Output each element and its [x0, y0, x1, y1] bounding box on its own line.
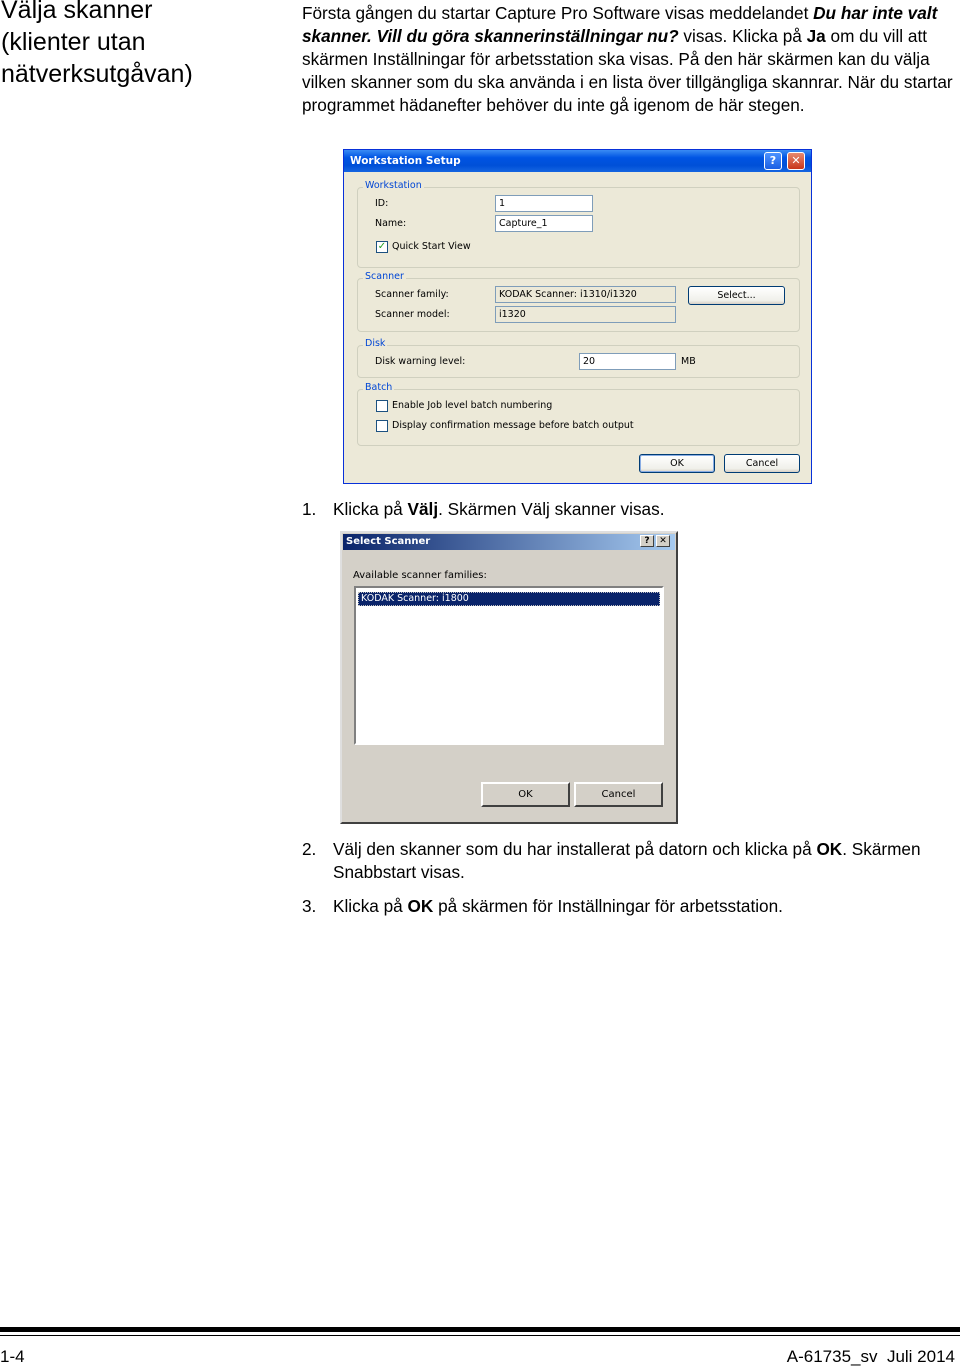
footer-rule-thin — [0, 1335, 960, 1336]
step-1-number: 1. — [302, 499, 317, 519]
select-button[interactable]: Select... — [688, 286, 785, 305]
batch-numbering-label: Enable Job level batch numbering — [392, 400, 553, 411]
select-scanner-dialog — [340, 531, 678, 824]
select-cancel-button[interactable]: Cancel — [574, 782, 663, 807]
step-1-text-a: Klicka på — [333, 499, 408, 519]
step-1 — [302, 498, 942, 521]
intro-yes: Ja — [806, 26, 826, 46]
heading-line-2: (klienter utan — [1, 28, 146, 56]
step-3-text-b: på skärmen för Inställningar för arbetsstation. — [433, 896, 783, 916]
scanner-families-list[interactable] — [354, 586, 664, 745]
batch-numbering-checkbox[interactable] — [376, 400, 388, 412]
heading-line-1: Välja skanner — [1, 0, 153, 24]
name-input[interactable]: Capture_1 — [495, 215, 593, 232]
batch-confirm-checkbox[interactable] — [376, 420, 388, 432]
quick-start-checkbox[interactable]: ✓ — [377, 241, 387, 252]
step-2 — [302, 838, 942, 884]
step-2-text-b: . Skärmen Snabbstart visas. — [333, 839, 921, 882]
scanner-group-label: Scanner — [365, 271, 404, 282]
page-number: 1-4 — [0, 1347, 25, 1366]
disk-warning-label: Disk warning level: — [375, 356, 466, 367]
quick-start-label: Quick Start View — [392, 241, 471, 252]
scanner-model-field: i1320 — [495, 306, 676, 323]
document-reference: A-61735_sv Juli 2014 — [786, 1347, 955, 1366]
step-1-text-b: . Skärmen Välj skanner visas. — [438, 499, 665, 519]
intro-text-3: om du vill att skärmen Inställningar för arbetsstation ska visas. På den här skärmen kan du välja vilken skanner som du ska använda i en lista över tillgängliga skannrar. När du startar programmet hädanefter behöver du inte gå igenom de här stegen. — [302, 26, 953, 115]
id-label: ID: — [375, 198, 389, 209]
batch-group-label: Batch — [365, 382, 393, 393]
step-2-bold: OK — [816, 839, 843, 859]
disk-unit-label: MB — [681, 356, 696, 367]
scanner-families-label: Available scanner families: — [353, 570, 487, 581]
close-icon[interactable]: ✕ — [787, 152, 805, 170]
step-3-text-a: Klicka på — [333, 896, 408, 916]
intro-paragraph — [302, 2, 957, 117]
select-dialog-title: Select Scanner — [346, 536, 431, 547]
step-2-number: 2. — [302, 839, 317, 859]
ok-button[interactable]: OK — [639, 454, 715, 473]
step-2-text-a: Välj den skanner som du har installerat på datorn och klicka på — [333, 839, 817, 859]
step-3 — [302, 895, 942, 918]
step-3-number: 3. — [302, 896, 317, 916]
scanner-family-field: KODAK Scanner: i1310/i1320 — [495, 286, 676, 303]
scanner-family-label: Scanner family: — [375, 289, 449, 300]
disk-group-label: Disk — [365, 338, 386, 349]
intro-text-2: visas. Klicka på — [678, 26, 807, 46]
name-label: Name: — [375, 218, 407, 229]
step-1-bold: Välj — [407, 499, 439, 519]
step-3-bold: OK — [407, 896, 434, 916]
section-heading — [1, 0, 281, 90]
select-help-icon[interactable]: ? — [640, 535, 654, 547]
help-icon[interactable]: ? — [764, 152, 782, 170]
disk-warning-input[interactable]: 20 — [579, 353, 676, 370]
workstation-setup-dialog — [343, 149, 812, 484]
workstation-group-label: Workstation — [365, 180, 422, 191]
scanner-model-label: Scanner model: — [375, 309, 450, 320]
select-ok-button[interactable]: OK — [481, 782, 570, 807]
batch-group — [357, 389, 800, 446]
batch-confirm-label: Display confirmation message before batch output — [392, 420, 634, 431]
id-input[interactable]: 1 — [495, 195, 593, 212]
footer-rule-thick — [0, 1327, 960, 1332]
select-dialog-title-bar — [343, 534, 675, 550]
dialog-title: Workstation Setup — [350, 155, 461, 167]
intro-text-1: Första gången du startar Capture Pro Software visas meddelandet — [302, 3, 814, 23]
intro-message: Du har inte valt skanner. Vill du göra skannerinställningar nu? — [302, 3, 938, 46]
list-item[interactable]: KODAK Scanner: i1800 — [358, 592, 660, 606]
cancel-button[interactable]: Cancel — [724, 454, 800, 473]
heading-line-3: nätverksutgåvan) — [1, 60, 193, 88]
select-close-icon[interactable]: ✕ — [656, 535, 670, 547]
dialog-title-bar — [344, 150, 811, 172]
